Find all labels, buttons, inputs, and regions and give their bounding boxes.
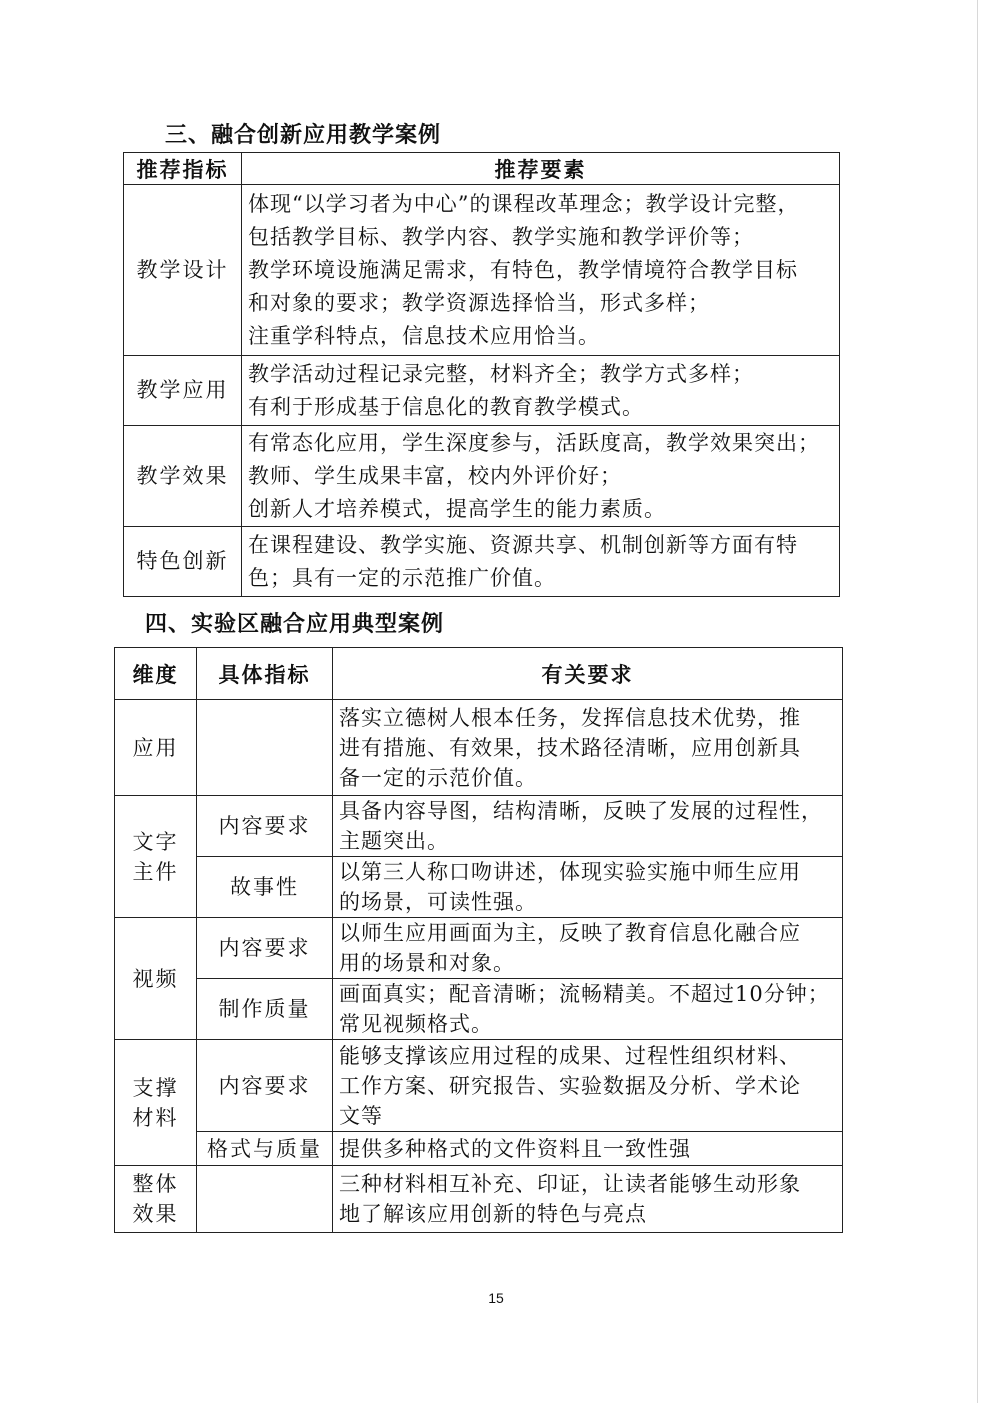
table-row (115, 700, 843, 796)
dimension-label: 支撑 材料 (132, 1075, 179, 1130)
header-elements: 推荐要素 (242, 153, 840, 185)
text-line: 有常态化应用，学生深度参与，活跃度高，教学效果突出； (248, 430, 820, 455)
text-line: 以师生应用画面为主，反映了教育信息化融合应 (339, 921, 801, 945)
requirements-cell (333, 979, 843, 1040)
text-line: 教师、学生成果丰富，校内外评价好； (248, 463, 622, 488)
text-line: 工作方案、研究报告、实验数据及分析、学术论 (339, 1073, 801, 1098)
table-row (115, 918, 843, 979)
dimension-label: 视频 (132, 966, 179, 991)
dimension-label: 整体 效果 (132, 1172, 179, 1226)
indicator-cell (197, 1166, 333, 1233)
text-line: 常见视频格式。 (339, 1012, 493, 1036)
section-4-title: 四、实验区融合应用典型案例 (145, 612, 445, 637)
elements-cell (242, 426, 840, 527)
text-line: 和对象的要求；教学资源选择恰当，形式多样； (248, 290, 710, 315)
indicator-cell: 教学设计 (124, 185, 242, 356)
dimension-label: 文字 主件 (132, 829, 179, 884)
requirements-cell (333, 1132, 843, 1166)
header-requirements: 有关要求 (333, 648, 843, 700)
text-line: 体现“以学习者为中心”的课程改革理念；教学设计完整， (248, 191, 800, 216)
indicator-cell: 特色创新 (124, 527, 242, 597)
table-row (115, 796, 843, 857)
header-indicator: 推荐指标 (124, 153, 242, 185)
indicator-cell: 教学应用 (124, 356, 242, 426)
text-line: 画面真实；配音清晰；流畅精美。不超过10分钟； (339, 982, 830, 1006)
text-line: 注重学科特点，信息技术应用恰当。 (248, 323, 600, 348)
table-row (124, 185, 840, 356)
text-line: 主题突出。 (339, 829, 449, 853)
indicator-cell: 教学效果 (124, 426, 242, 527)
dimension-cell (115, 918, 197, 1040)
indicator-cell: 内容要求 (197, 918, 333, 979)
indicator-cell: 故事性 (197, 857, 333, 918)
elements-cell (242, 527, 840, 597)
dimension-cell (115, 796, 197, 918)
text-line: 落实立德树人根本任务，发挥信息技术优势，推 (339, 705, 801, 730)
table-row (115, 1166, 843, 1233)
scan-edge-line (977, 0, 978, 1403)
text-line: 具备内容导图，结构清晰，反映了发展的过程性， (339, 799, 823, 823)
table-row (124, 527, 840, 597)
text-line: 地了解该应用创新的特色与亮点 (339, 1202, 647, 1226)
indicator-cell: 内容要求 (197, 1040, 333, 1132)
table-row (115, 1040, 843, 1132)
table-row (115, 857, 843, 918)
page-number: 15 (488, 1290, 504, 1306)
dimension-cell (115, 700, 197, 796)
text-line: 能够支撑该应用过程的成果、过程性组织材料、 (339, 1043, 801, 1068)
requirements-cell (333, 796, 843, 857)
text-line: 以第三人称口吻讲述，体现实验实施中师生应用 (339, 860, 801, 884)
table-row (124, 356, 840, 426)
table-row (124, 426, 840, 527)
text-line: 进有措施、有效果，技术路径清晰，应用创新具 (339, 735, 801, 760)
requirements-cell (333, 1040, 843, 1132)
indicator-cell (197, 700, 333, 796)
table-row (115, 1132, 843, 1166)
text-line: 教学环境设施满足需求，有特色，教学情境符合教学目标 (248, 257, 798, 282)
text-line: 教学活动过程记录完整，材料齐全；教学方式多样； (248, 361, 754, 386)
experimental-zone-case-table (114, 647, 843, 1233)
requirements-cell (333, 700, 843, 796)
section-3-title: 三、融合创新应用教学案例 (165, 123, 442, 148)
text-line: 文等 (339, 1103, 383, 1128)
text-line: 提供多种格式的文件资料且一致性强 (339, 1136, 691, 1161)
requirements-cell (333, 918, 843, 979)
dimension-cell (115, 1166, 197, 1233)
text-line: 在课程建设、教学实施、资源共享、机制创新等方面有特 (248, 532, 798, 557)
text-line: 用的场景和对象。 (339, 951, 515, 975)
elements-cell (242, 185, 840, 356)
table-header-row (124, 153, 840, 185)
text-line: 有利于形成基于信息化的教育教学模式。 (248, 394, 644, 419)
text-line: 包括教学目标、教学内容、教学实施和教学评价等； (248, 224, 754, 249)
text-line: 备一定的示范价值。 (339, 765, 537, 790)
header-indicator: 具体指标 (197, 648, 333, 700)
indicator-cell: 内容要求 (197, 796, 333, 857)
header-dimension: 维度 (115, 648, 197, 700)
elements-cell (242, 356, 840, 426)
dimension-cell (115, 1040, 197, 1166)
indicator-cell: 格式与质量 (197, 1132, 333, 1166)
requirements-cell (333, 857, 843, 918)
teaching-case-table (123, 152, 840, 597)
text-line: 的场景，可读性强。 (339, 890, 537, 914)
table-header-row (115, 648, 843, 700)
table-row (115, 979, 843, 1040)
text-line: 创新人才培养模式，提高学生的能力素质。 (248, 496, 666, 521)
requirements-cell (333, 1166, 843, 1233)
text-line: 三种材料相互补充、印证，让读者能够生动形象 (339, 1172, 801, 1196)
text-line: 色；具有一定的示范推广价值。 (248, 565, 556, 590)
indicator-cell: 制作质量 (197, 979, 333, 1040)
dimension-label: 应用 (132, 735, 179, 760)
